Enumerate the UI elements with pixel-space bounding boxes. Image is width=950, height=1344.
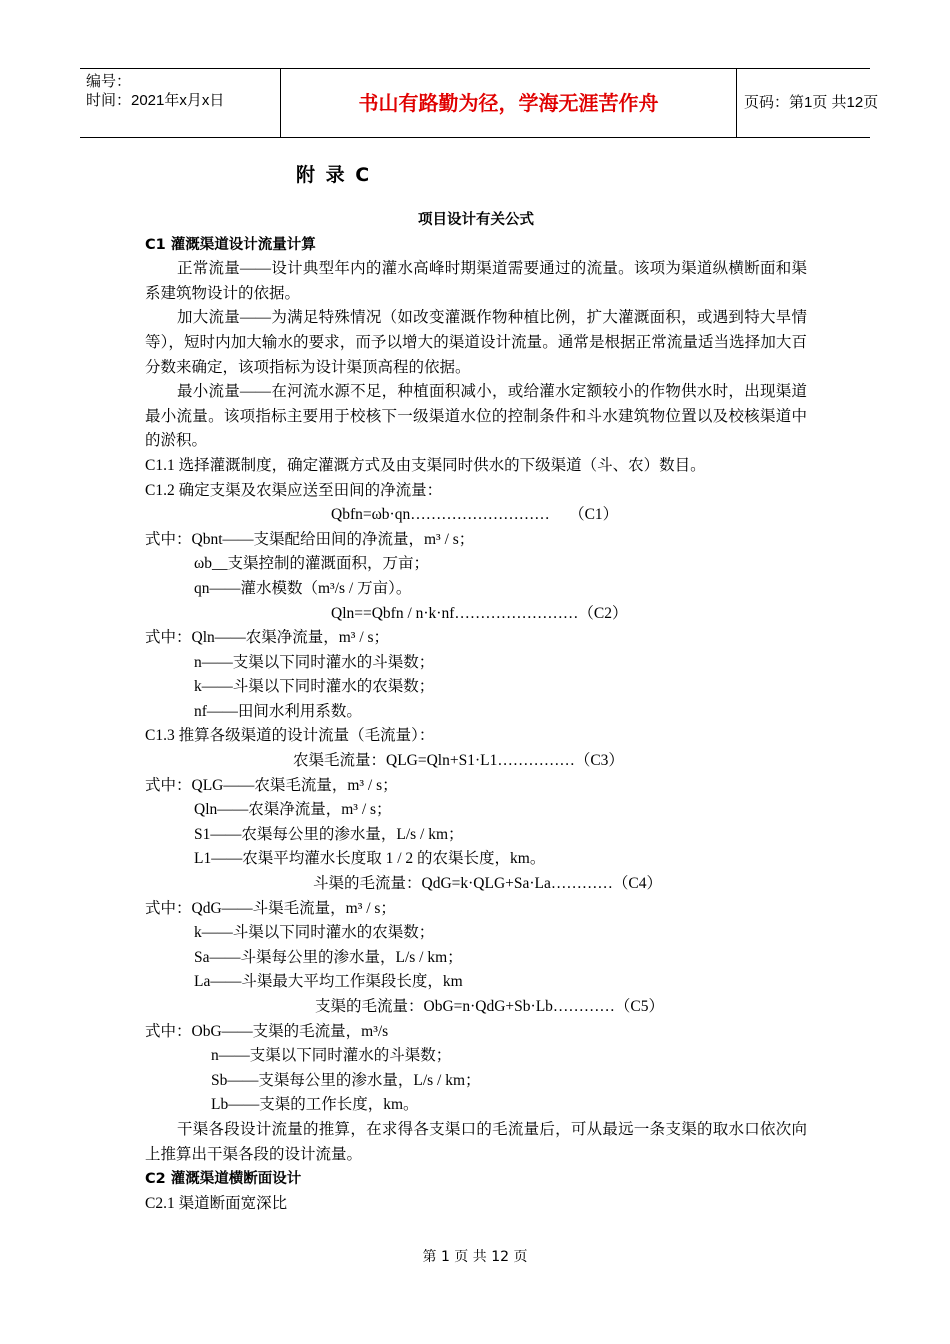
document-line: Sa——斗渠每公里的渗水量，L/s / km；	[194, 948, 463, 966]
document-line: C2.1 渠道断面宽深比	[145, 1194, 288, 1212]
document-line: n——支渠以下同时灌水的斗渠数；	[211, 1047, 452, 1065]
document-line: 正常流量——设计典型年内的灌水高峰时期渠道需要通过的流量。该项为渠道纵横断面和渠系建筑物设计的依据。	[145, 260, 807, 302]
document-line: 式中：QLG——农渠毛流量，m³ / s；	[145, 776, 398, 794]
document-line: Qbfn=ωb·qn……………………… （C1）	[331, 506, 619, 524]
document-line: 支渠的毛流量：ObG=n·QdG+Sb·Lb…………（C5）	[315, 998, 665, 1015]
document-line: 干渠各段设计流量的推算，在求得各支渠口的毛流量后，可从最远一条支渠的取水口依次向上推算出干渠各段的设计流量。	[145, 1120, 807, 1163]
document-line: k——斗渠以下同时灌水的农渠数；	[194, 678, 435, 696]
document-line: 项目设计有关公式	[418, 212, 534, 228]
document-line: C1.2 确定支渠及农渠应送至田间的净流量：	[145, 481, 443, 499]
document-line: L1——农渠平均灌水长度取 1 / 2 的农渠长度，km。	[194, 850, 546, 868]
document-line: 斗渠的毛流量：QdG=k·QLG+Sa·La…………（C4）	[313, 875, 662, 893]
document-line: n——支渠以下同时灌水的斗渠数；	[194, 653, 435, 671]
document-line: C2 灌溉渠道横断面设计	[145, 1171, 302, 1188]
appendix-title: 附 录 C	[296, 164, 372, 186]
header-motto: 书山有路勤为径，学海无涯苦作舟	[280, 69, 737, 137]
page-footer: 第 1 页 共 12 页	[422, 1249, 528, 1265]
document-line: k——斗渠以下同时灌水的农渠数；	[194, 924, 435, 942]
document-line: Qln==Qbfn / n·k·nf……………………（C2）	[331, 604, 628, 622]
document-line: Lb——支渠的工作长度，km。	[211, 1096, 419, 1114]
document-line: C1 灌溉渠道设计流量计算	[145, 236, 316, 253]
document-line: C1.3 推算各级渠道的设计流量（毛流量）：	[145, 727, 435, 745]
document-line: qn——灌水模数（m³/s / 万亩）。	[194, 579, 412, 597]
doc-date-label: 时间：2021年x月x日	[86, 92, 225, 109]
document-line: 式中：ObG——支渠的毛流量，m³/s	[145, 1022, 389, 1040]
doc-number-label: 编号：	[86, 73, 132, 90]
document-line: 加大流量——为满足特殊情况（如改变灌溉作物种植比例，扩大灌溉面积，或遇到特大旱情等），短时内加大输水的要求，而予以增大的渠道设计流量。通常是根据正常流量适当选择加大百分数来确定，该项指标为设计渠顶高程的依据。	[145, 309, 807, 376]
document-line: ωb__支渠控制的灌溉面积，万亩；	[194, 555, 429, 573]
document-line: S1——农渠每公里的渗水量，L/s / km；	[194, 825, 464, 843]
header-page-label: 页码：第1页 共12页	[744, 94, 879, 111]
header-info-cell	[80, 69, 280, 137]
document-line: La——斗渠最大平均工作渠段长度，km	[194, 973, 463, 991]
document-body	[145, 208, 807, 1216]
document-line: Sb——支渠每公里的渗水量，L/s / km；	[211, 1071, 481, 1089]
document-line: nf——田间水利用系数。	[194, 702, 362, 720]
document-line: C1.1 选择灌溉制度，确定灌溉方式及由支渠同时供水的下级渠道（斗、农）数目。	[145, 456, 706, 474]
document-line: 式中：Qbnt——支渠配给田间的净流量，m³ / s；	[145, 530, 475, 548]
document-line: 式中：Qln——农渠净流量，m³ / s；	[145, 629, 390, 647]
document-line: 式中：QdG——斗渠毛流量，m³ / s；	[145, 899, 396, 917]
document-line: Qln——农渠净流量，m³ / s；	[194, 801, 392, 819]
document-line: 最小流量——在河流水源不足，种植面积减小，或给灌水定额较小的作物供水时，出现渠道最小流量。该项指标主要用于校核下一级渠道水位的控制条件和斗水建筑物位置以及校核渠道中的淤积。	[145, 383, 807, 450]
document-line: 农渠毛流量：QLG=Qln+S1·L1……………（C3）	[293, 752, 624, 770]
page-header	[80, 68, 879, 138]
